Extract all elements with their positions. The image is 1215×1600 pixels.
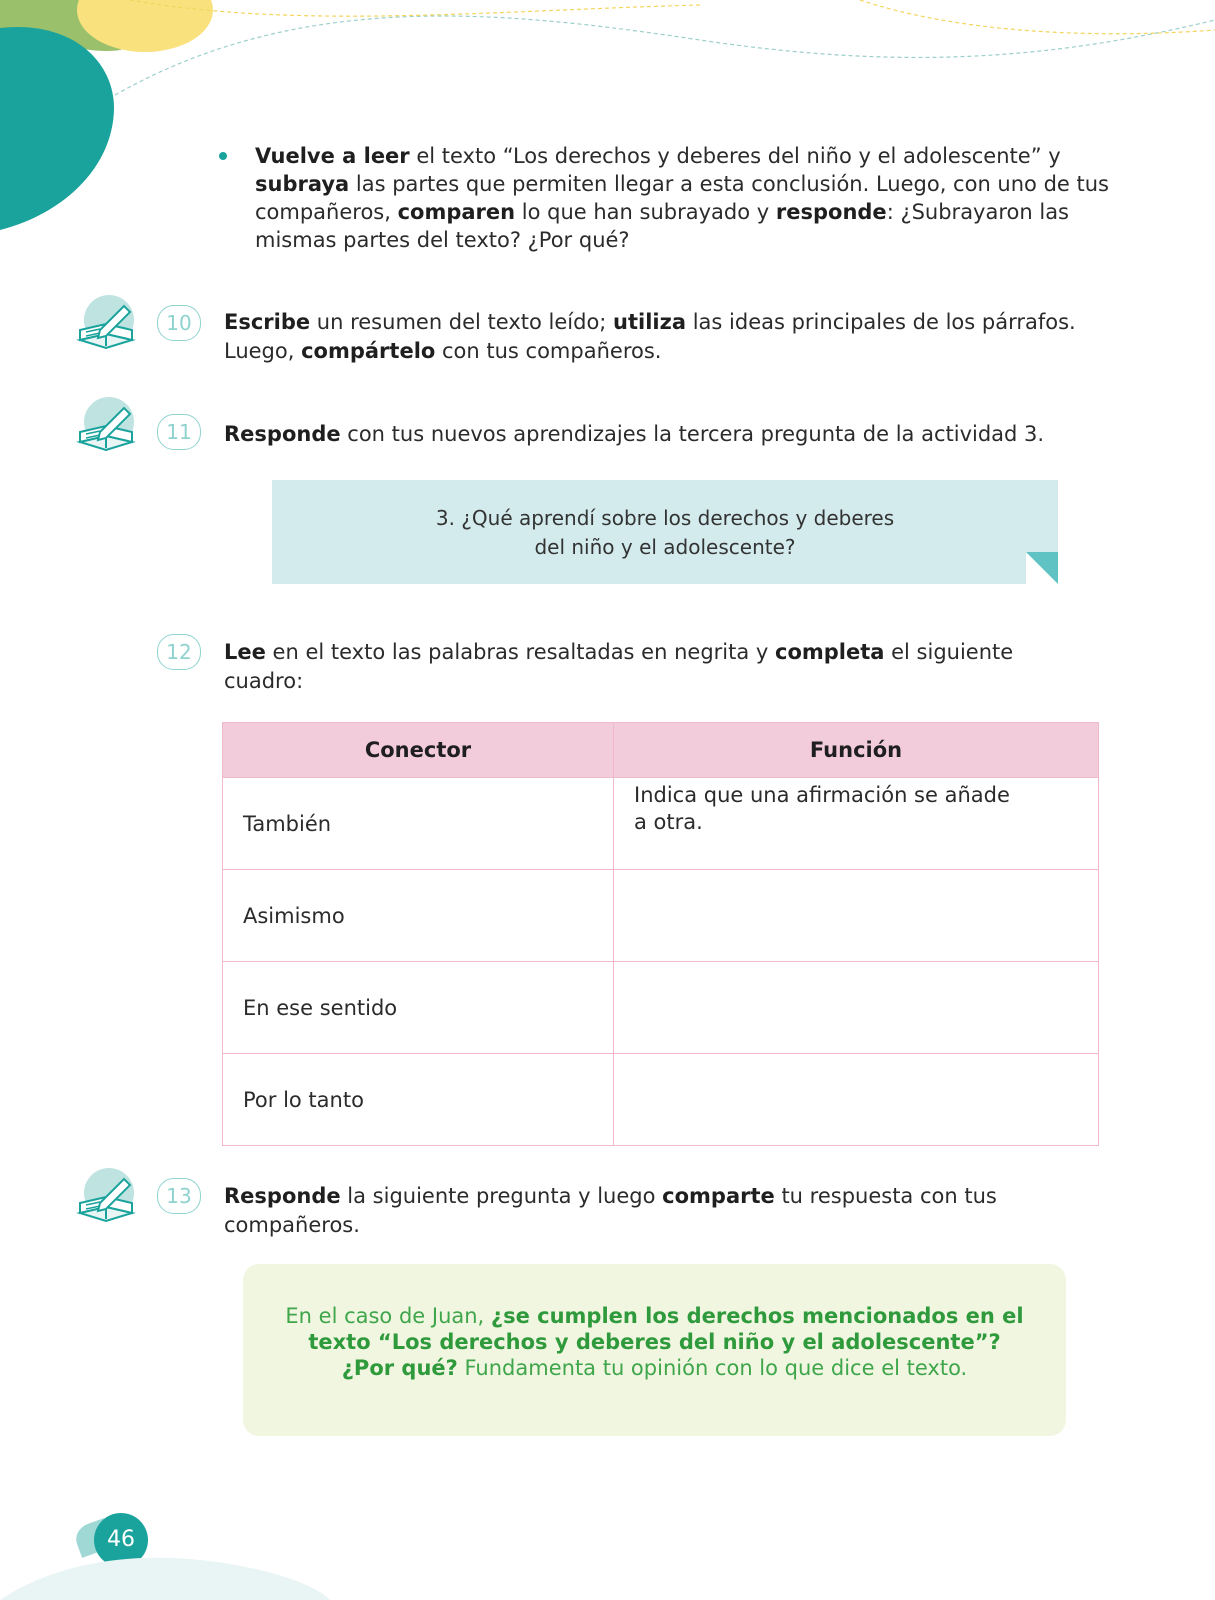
note-line: del niño y el adolescente? <box>534 535 796 559</box>
connector-table <box>222 722 1099 1146</box>
table-row <box>223 962 1099 1054</box>
table-row <box>223 778 1099 870</box>
text: con tus compañeros. <box>435 339 662 363</box>
text: el siguiente cuadro: <box>224 640 1014 693</box>
bold-text: Vuelve a leer <box>255 144 410 168</box>
bold-text: responde <box>775 200 887 224</box>
text: en el texto las palabras resaltadas en negrita y <box>265 640 775 664</box>
column-header: Conector <box>223 723 614 778</box>
book-pencil-icon <box>76 1167 138 1225</box>
function-cell[interactable] <box>614 870 1099 962</box>
activity-number: 12 <box>157 634 201 670</box>
bold-text: comparte <box>662 1184 775 1208</box>
bold-text: Responde <box>224 1184 341 1208</box>
folded-corner <box>1026 552 1058 584</box>
page-number: 46 <box>94 1513 148 1567</box>
function-cell[interactable] <box>614 962 1099 1054</box>
text: con tus nuevos aprendizajes la tercera pregunta de la actividad 3. <box>340 422 1045 446</box>
activity-number: 13 <box>157 1178 201 1214</box>
text: las ideas principales de los párrafos. Luego, <box>224 310 1076 363</box>
connector-cell: En ese sentido <box>223 962 614 1054</box>
text: un resumen del texto leído; <box>310 310 614 334</box>
bold-text: compártelo <box>301 339 436 363</box>
function-text: Indica que una afirmación se añade <box>634 783 1010 807</box>
function-text: a otra. <box>634 810 703 834</box>
text: lo que han subrayado y <box>515 200 776 224</box>
bold-text: comparen <box>397 200 516 224</box>
question-text: Fundamenta tu opinión con lo que dice el texto. <box>457 1356 968 1380</box>
bullet-dot <box>219 152 227 160</box>
activity-11-instruction <box>224 420 1124 449</box>
table-row <box>223 1054 1099 1146</box>
table-header-row <box>223 723 1099 778</box>
bold-text: completa <box>775 640 885 664</box>
activity-number: 11 <box>157 414 201 450</box>
book-pencil-icon <box>76 294 138 352</box>
question-bold-text: ¿se cumplen los derechos mencionados en el texto “Los derechos y deberes del niño y el adolescente”? ¿Por qué? <box>308 1304 1024 1380</box>
text: las partes que permiten llegar a esta conclusión. Luego, con uno de tus compañeros, <box>255 172 1109 224</box>
text: : ¿Subrayaron las mismas partes del texto? ¿Por qué? <box>255 200 1070 252</box>
bullet-instruction <box>255 142 1115 254</box>
text: el texto “Los derechos y deberes del niño y el adolescente” y <box>409 144 1061 168</box>
activity-13-instruction <box>224 1182 1054 1240</box>
bold-text: Responde <box>224 422 341 446</box>
connector-cell: También <box>223 778 614 870</box>
question-text: En el caso de Juan, <box>285 1304 491 1328</box>
text: tu respuesta con tus compañeros. <box>224 1184 997 1237</box>
bold-text: Escribe <box>224 310 311 334</box>
function-cell[interactable] <box>614 778 1099 870</box>
column-header: Función <box>614 723 1099 778</box>
question-box <box>243 1264 1066 1436</box>
activity-12-instruction <box>224 638 1074 696</box>
note-line: 3. ¿Qué aprendí sobre los derechos y deberes <box>435 506 895 530</box>
table-row <box>223 870 1099 962</box>
decorative-footer-wave <box>0 1540 400 1600</box>
question-note-box <box>272 480 1058 584</box>
bold-text: utiliza <box>613 310 687 334</box>
activity-10-instruction <box>224 308 1124 366</box>
function-cell[interactable] <box>614 1054 1099 1146</box>
bold-text: Lee <box>224 640 266 664</box>
book-pencil-icon <box>76 396 138 454</box>
connector-cell: Por lo tanto <box>223 1054 614 1146</box>
text: la siguiente pregunta y luego <box>340 1184 663 1208</box>
connector-cell: Asimismo <box>223 870 614 962</box>
bold-text: subraya <box>255 172 350 196</box>
activity-number: 10 <box>157 305 201 341</box>
